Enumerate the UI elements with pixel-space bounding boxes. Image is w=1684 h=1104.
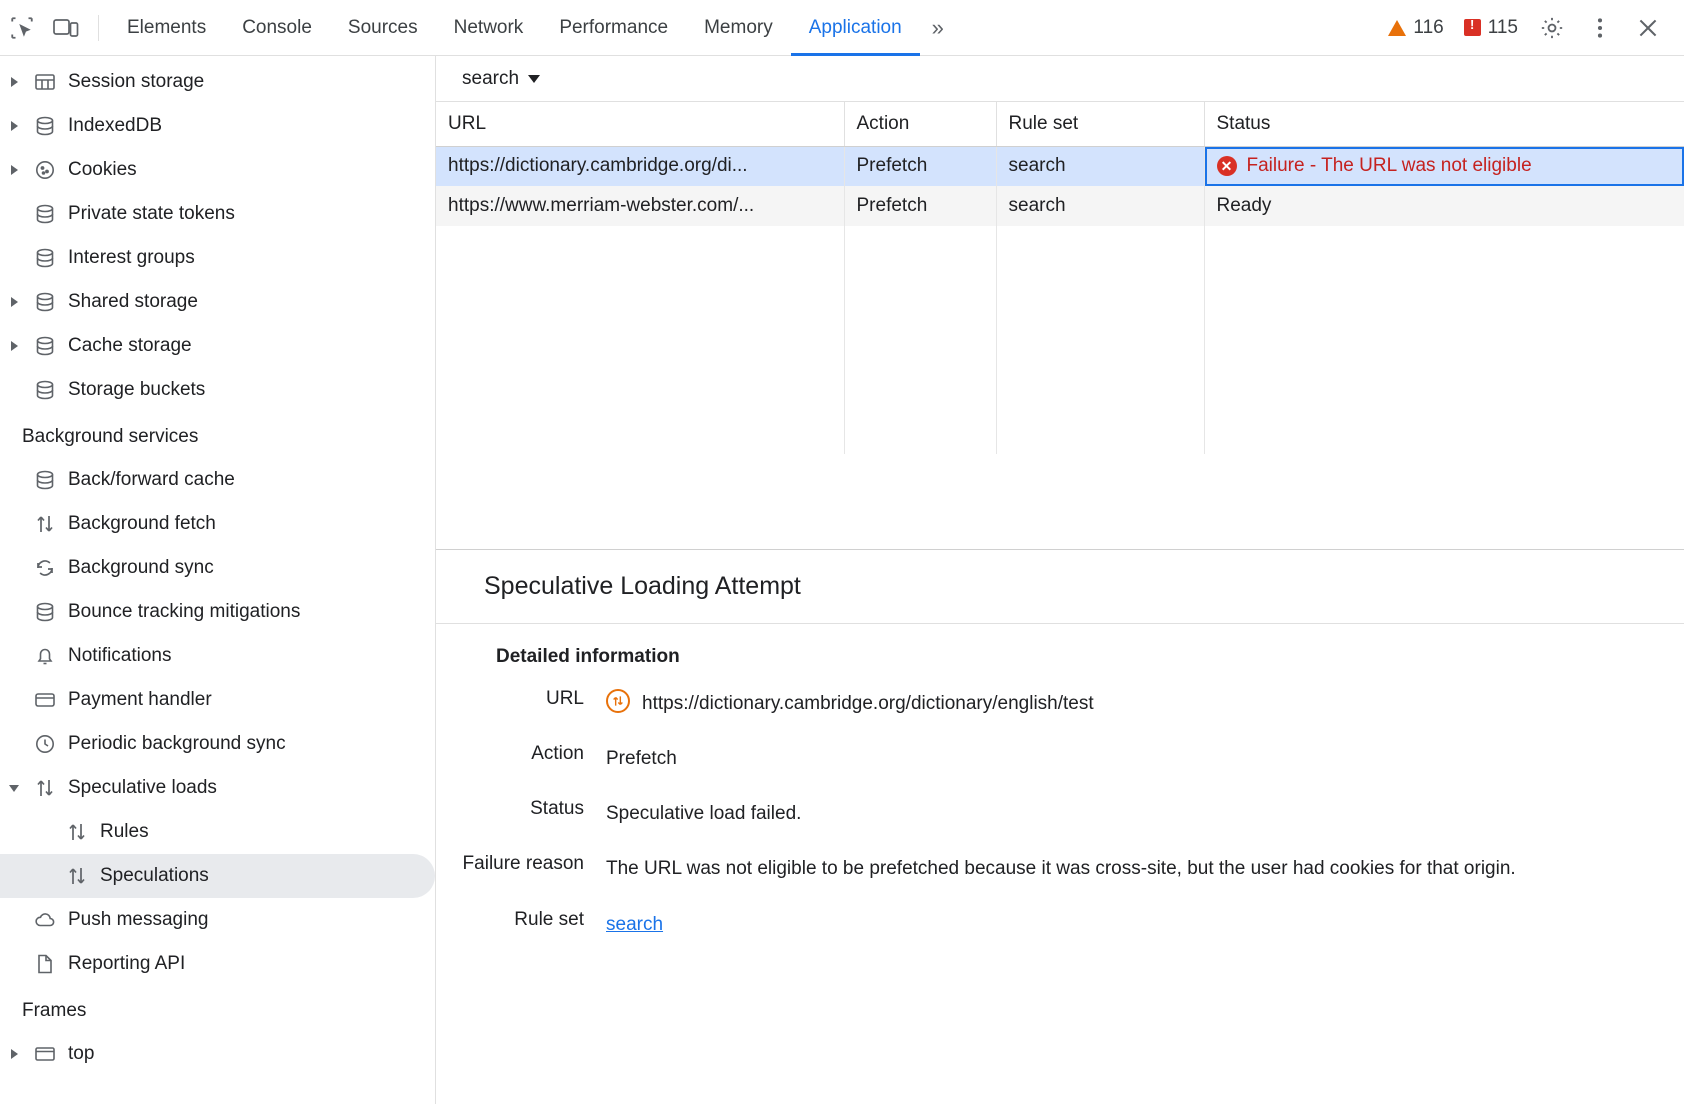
sidebar-item-label: Background fetch — [68, 513, 216, 534]
sidebar-item-label: Speculations — [100, 865, 209, 886]
column-header-ruleset[interactable]: Rule set — [996, 102, 1204, 146]
cell-empty — [436, 226, 844, 454]
detail-value — [606, 686, 1094, 721]
sidebar-item-label: Payment handler — [68, 689, 212, 710]
detail-row-url — [436, 676, 1684, 731]
error-count-button[interactable] — [1456, 17, 1526, 39]
database-icon — [28, 600, 62, 624]
sidebar-item-label: Periodic background sync — [68, 733, 286, 754]
sidebar-item-rules[interactable] — [0, 810, 435, 854]
warning-triangle-icon — [1388, 20, 1406, 36]
tab-console[interactable]: Console — [242, 16, 312, 38]
sidebar-item-label: top — [68, 1043, 95, 1064]
more-tabs-icon[interactable]: » — [931, 14, 944, 40]
card-icon — [28, 688, 62, 712]
table-icon — [28, 70, 62, 94]
detail-key: URL — [545, 688, 584, 709]
gear-icon[interactable] — [1530, 6, 1574, 50]
cell-url: https://www.merriam-webster.com/... — [436, 186, 844, 226]
detail-key: Rule set — [514, 908, 584, 930]
sync-icon — [28, 556, 62, 580]
sidebar-item-label: Background sync — [68, 557, 214, 578]
sidebar-item-label: Cookies — [68, 159, 137, 180]
sidebar-section-frames: Frames — [22, 1000, 87, 1021]
panel-tabs — [109, 0, 956, 56]
sidebar-item-label: Speculative loads — [68, 777, 217, 798]
ruleset-filter-dropdown[interactable] — [456, 66, 546, 92]
cell-url: https://dictionary.cambridge.org/di... — [436, 146, 844, 186]
database-icon — [28, 378, 62, 402]
database-icon — [28, 290, 62, 314]
sidebar-item-speculations[interactable] — [0, 854, 435, 898]
sidebar-item-private-state-tokens[interactable] — [0, 192, 435, 236]
sidebar-item-label: Cache storage — [68, 335, 192, 356]
sidebar-item-push-messaging[interactable] — [0, 898, 435, 942]
detail-key: Action — [531, 743, 584, 765]
tab-elements[interactable]: Elements — [127, 16, 207, 38]
detail-key: Status — [530, 798, 584, 820]
cell-ruleset: search — [996, 146, 1204, 186]
table-header-row — [436, 102, 1684, 146]
toolbar-divider — [98, 15, 99, 41]
cloud-icon — [28, 908, 62, 932]
sidebar-item-label: Notifications — [68, 645, 172, 666]
chevron-down-icon — [528, 75, 540, 83]
prefetch-icon — [606, 689, 630, 713]
sidebar-item-background-sync[interactable] — [0, 546, 435, 590]
error-circle-icon: ✕ — [1217, 156, 1237, 176]
arrows-icon — [28, 512, 62, 536]
speculations-panel — [436, 56, 1684, 1104]
warning-count-label: 116 — [1413, 16, 1444, 38]
tab-network[interactable]: Network — [453, 16, 524, 38]
speculations-table-region — [436, 102, 1684, 550]
clock-icon — [28, 732, 62, 756]
warning-count-button[interactable] — [1380, 17, 1451, 39]
column-header-url[interactable]: URL — [436, 102, 844, 146]
detail-url-text: https://dictionary.cambridge.org/dictionary/english/test — [642, 693, 1094, 714]
ruleset-link[interactable]: search — [606, 913, 664, 935]
ruleset-filter-value: search — [462, 67, 520, 89]
details-title: Speculative Loading Attempt — [436, 550, 1684, 624]
detail-value: The URL was not eligible to be prefetched because it was cross-site, but the user had cookies for that origin. — [606, 858, 1516, 880]
detail-value: Speculative load failed. — [606, 803, 802, 825]
chevron-right-icon[interactable] — [0, 341, 28, 351]
chevron-right-icon[interactable] — [0, 77, 28, 87]
tab-application[interactable]: Application — [791, 0, 920, 56]
arrows-icon — [28, 776, 62, 800]
sidebar-item-label: Bounce tracking mitigations — [68, 601, 301, 622]
table-row[interactable] — [436, 186, 1684, 226]
cell-status — [1204, 146, 1684, 186]
sidebar-item-speculative-loads[interactable] — [0, 766, 435, 810]
sidebar-item-payment-handler[interactable] — [0, 678, 435, 722]
device-toolbar-icon[interactable] — [44, 6, 88, 50]
devtools-body — [0, 56, 1684, 1104]
detail-value: Prefetch — [606, 748, 677, 770]
speculations-table — [436, 102, 1684, 454]
cell-action: Prefetch — [844, 146, 996, 186]
error-count-label: 115 — [1487, 16, 1518, 38]
chevron-right-icon[interactable] — [0, 121, 28, 131]
sidebar-section-background-services: Background services — [22, 426, 199, 447]
sidebar-item-bounce-tracking-mitigations[interactable] — [0, 590, 435, 634]
frame-icon — [28, 1042, 62, 1066]
details-pane — [436, 550, 1684, 1104]
sidebar-item-label: Push messaging — [68, 909, 209, 930]
kebab-menu-icon[interactable] — [1578, 6, 1622, 50]
sidebar-item-cache-storage[interactable] — [0, 324, 435, 368]
column-header-status[interactable]: Status — [1204, 102, 1684, 146]
sidebar-item-cookies[interactable] — [0, 148, 435, 192]
sidebar-item-top-frame[interactable] — [0, 1032, 435, 1076]
cell-action: Prefetch — [844, 186, 996, 226]
arrows-icon — [60, 820, 94, 844]
sidebar-item-shared-storage[interactable] — [0, 280, 435, 324]
tab-memory[interactable]: Memory — [704, 16, 773, 38]
sidebar-item-background-fetch[interactable] — [0, 502, 435, 546]
cell-empty — [996, 226, 1204, 454]
sidebar-item-label: Storage buckets — [68, 379, 206, 400]
cell-ruleset: search — [996, 186, 1204, 226]
sidebar-item-label: Private state tokens — [68, 203, 235, 224]
sidebar-item-label: IndexedDB — [68, 115, 163, 136]
bell-icon — [28, 644, 62, 668]
sidebar-item-interest-groups[interactable] — [0, 236, 435, 280]
sidebar-item-reporting-api[interactable] — [0, 942, 435, 986]
sidebar-item-notifications[interactable] — [0, 634, 435, 678]
cell-empty — [844, 226, 996, 454]
detail-row-ruleset — [436, 897, 1684, 952]
table-row[interactable] — [436, 146, 1684, 186]
toolbar-right-group — [1380, 6, 1684, 50]
close-icon[interactable] — [1626, 6, 1670, 50]
arrows-icon — [60, 864, 94, 888]
status-text: Failure - The URL was not eligible — [1246, 155, 1532, 177]
status-badge — [1217, 155, 1673, 177]
sidebar-item-label: Session storage — [68, 71, 205, 92]
chevron-down-icon[interactable] — [0, 785, 28, 792]
sidebar-item-indexeddb[interactable] — [0, 104, 435, 148]
detail-row-failure-reason — [436, 841, 1684, 896]
cell-empty — [1204, 226, 1684, 454]
error-square-icon — [1464, 19, 1481, 36]
database-icon — [28, 114, 62, 138]
sidebar-item-label: Reporting API — [68, 953, 186, 974]
sidebar-item-session-storage[interactable] — [0, 60, 435, 104]
details-section-label: Detailed information — [496, 646, 680, 667]
cookie-icon — [28, 158, 62, 182]
chevron-right-icon[interactable] — [0, 165, 28, 175]
detail-value — [606, 907, 663, 942]
column-header-action[interactable]: Action — [844, 102, 996, 146]
database-icon — [28, 334, 62, 358]
detail-key: Failure reason — [462, 853, 584, 875]
inspect-element-icon[interactable] — [0, 6, 44, 50]
sidebar-item-label: Interest groups — [68, 247, 195, 268]
sidebar-item-back-forward-cache[interactable] — [0, 458, 435, 502]
file-icon — [28, 952, 62, 976]
sidebar-item-label: Shared storage — [68, 291, 198, 312]
tab-performance[interactable]: Performance — [559, 16, 669, 38]
detail-row-status — [436, 786, 1684, 841]
sidebar-item-label: Rules — [100, 821, 149, 842]
application-sidebar — [0, 56, 436, 1104]
database-icon — [28, 468, 62, 492]
database-icon — [28, 202, 62, 226]
database-icon — [28, 246, 62, 270]
sidebar-item-label: Back/forward cache — [68, 469, 235, 490]
sidebar-item-storage-buckets[interactable] — [0, 368, 435, 412]
sidebar-item-periodic-background-sync[interactable] — [0, 722, 435, 766]
tab-sources[interactable]: Sources — [347, 16, 418, 38]
filter-bar — [436, 56, 1684, 102]
cell-status: Ready — [1204, 186, 1684, 226]
chevron-right-icon[interactable] — [0, 1049, 28, 1059]
devtools-toolbar — [0, 0, 1684, 56]
table-empty-row — [436, 226, 1684, 454]
detail-row-action — [436, 731, 1684, 786]
chevron-right-icon[interactable] — [0, 297, 28, 307]
